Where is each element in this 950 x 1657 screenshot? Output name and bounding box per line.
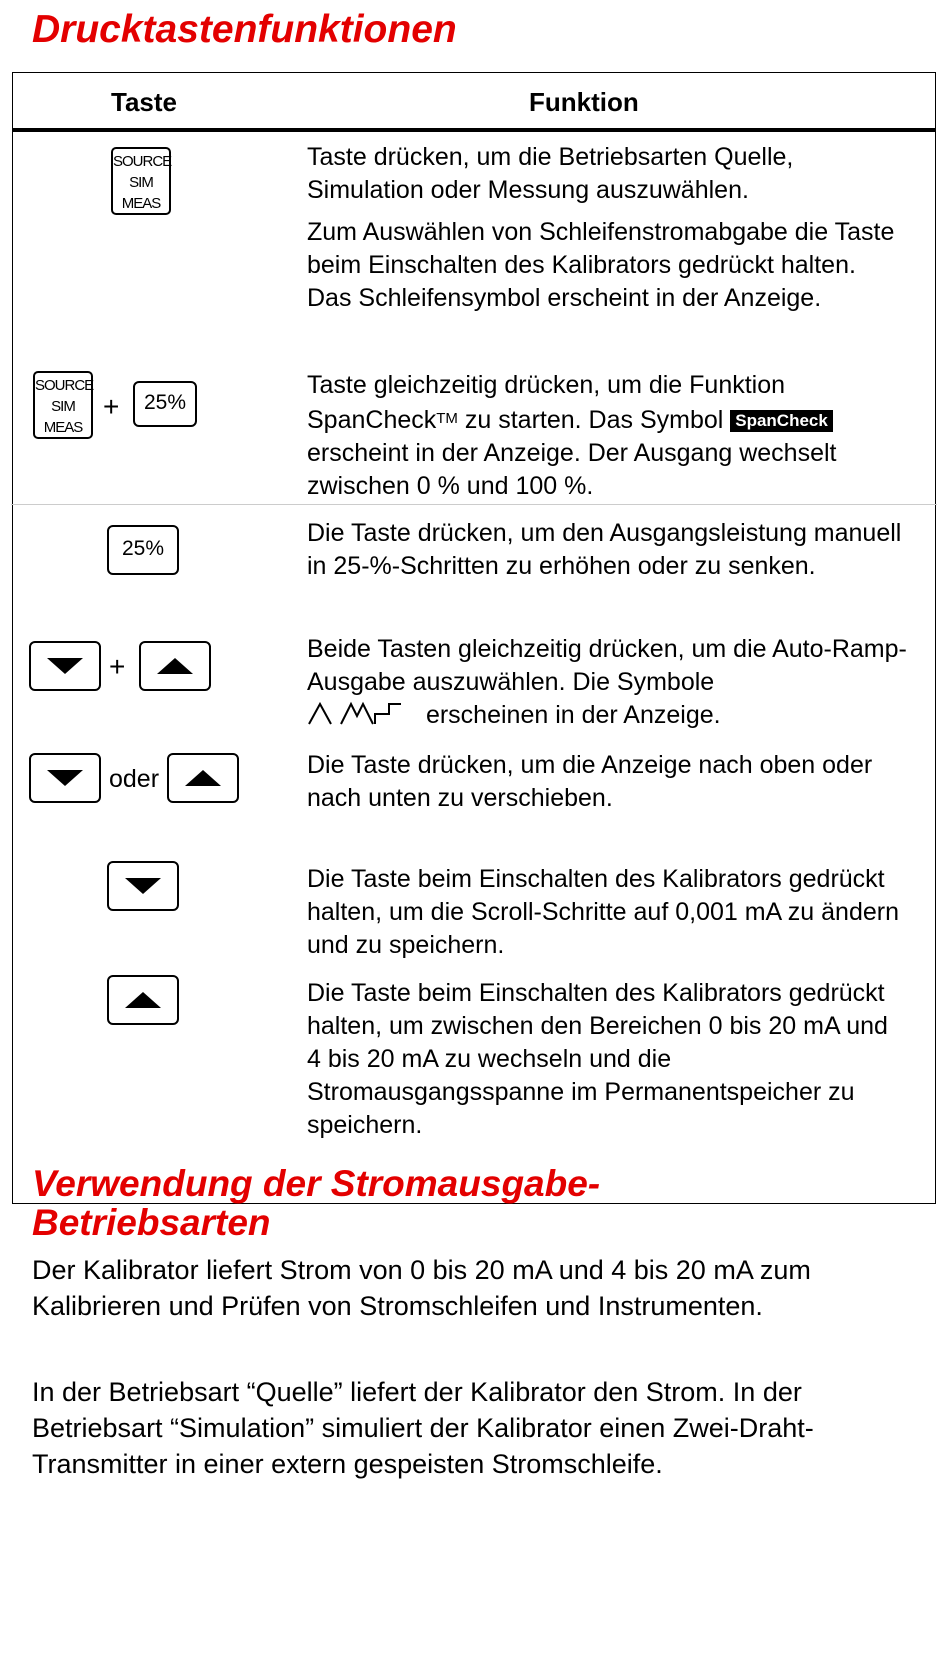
spancheck-badge: SpanCheck	[730, 410, 833, 432]
up-arrow-icon	[157, 658, 193, 674]
ramp-sawtooth-icon	[341, 704, 373, 724]
up-arrow-key	[167, 753, 239, 803]
header-divider	[13, 128, 935, 132]
plus-sign: +	[103, 391, 120, 422]
page-title: Drucktastenfunktionen	[32, 8, 457, 51]
row-function-text: Die Taste drücken, um die Anzeige nach oben oder nach unten zu verschieben.	[307, 751, 873, 812]
body-paragraph: In der Betriebsart “Quelle” liefert der Kalibrator den Strom. In der Betriebsart “Simulation” simuliert der Kalibrator einen Zwei-Draht-Transmitter in einer extern gespeisten Stromschleife.	[32, 1377, 814, 1479]
ramp-step-icon	[375, 704, 401, 724]
body-paragraph: Der Kalibrator liefert Strom von 0 bis 20 mA und 4 bis 20 mA zum Kalibrieren und Prüfen von Stromschleifen und Instrumenten.	[32, 1255, 811, 1321]
row-function-text: Beide Tasten gleichzeitig drücken, um die Auto-Ramp-Ausgabe auszuwählen. Die Symbole erscheinen in der Anzeige.	[307, 635, 907, 729]
up-arrow-key	[139, 641, 211, 691]
down-arrow-key	[107, 861, 179, 911]
section-heading: Verwendung der Stromausgabe- Betriebsarten	[32, 1163, 601, 1243]
row-function-text: Die Taste beim Einschalten des Kalibrators gedrückt halten, um zwischen den Bereichen 0 bis 20 mA und 4 bis 20 mA zu wechseln und die Stromausgangsspanne im Permanentspeicher zu speichern.	[307, 979, 888, 1139]
row-function-text: Taste gleichzeitig drücken, um die Funktion SpanCheck™ zu starten. Das Symbol SpanCheck erscheint in der Anzeige. Der Ausgang wechselt zwischen 0 % und 100 %.	[307, 371, 837, 500]
column-header-function: Funktion	[529, 87, 639, 117]
down-arrow-icon	[47, 658, 83, 674]
row-function-text: Die Taste beim Einschalten des Kalibrators gedrückt halten, um die Scroll-Schritte auf 0,001 mA zu ändern und zu speichern.	[307, 865, 899, 959]
button-function-table	[12, 72, 936, 1204]
row-divider	[11, 504, 937, 505]
row-function-text: Die Taste drücken, um den Ausgangsleistung manuell in 25-%-Schritten zu erhöhen oder zu senken.	[307, 519, 902, 580]
up-arrow-key	[107, 975, 179, 1025]
up-arrow-icon	[125, 992, 161, 1008]
ramp-symbols-icon	[307, 700, 419, 726]
25-percent-key: 25%	[107, 525, 179, 575]
up-arrow-icon	[185, 770, 221, 786]
plus-sign: +	[109, 651, 126, 682]
down-arrow-icon	[47, 770, 83, 786]
ramp-triangle-icon	[309, 704, 331, 724]
down-arrow-key	[29, 641, 101, 691]
trademark-symbol: TM	[436, 410, 458, 427]
down-arrow-icon	[125, 878, 161, 894]
down-arrow-key	[29, 753, 101, 803]
row-function-text: Taste drücken, um die Betriebsarten Quelle, Simulation oder Messung auszuwählen. Zum Auswählen von Schleifenstromabgabe die Taste beim Einschalten des Kalibrators gedrückt halten. Das Schleifensymbol erscheint in der Anzeige.	[307, 143, 895, 312]
source-sim-meas-key: SOURCE SIM MEAS	[111, 147, 171, 215]
25-percent-key: 25%	[133, 381, 197, 427]
source-sim-meas-key: SOURCE SIM MEAS	[33, 371, 93, 439]
column-header-key: Taste	[111, 87, 177, 117]
oder-label: oder	[109, 765, 160, 793]
